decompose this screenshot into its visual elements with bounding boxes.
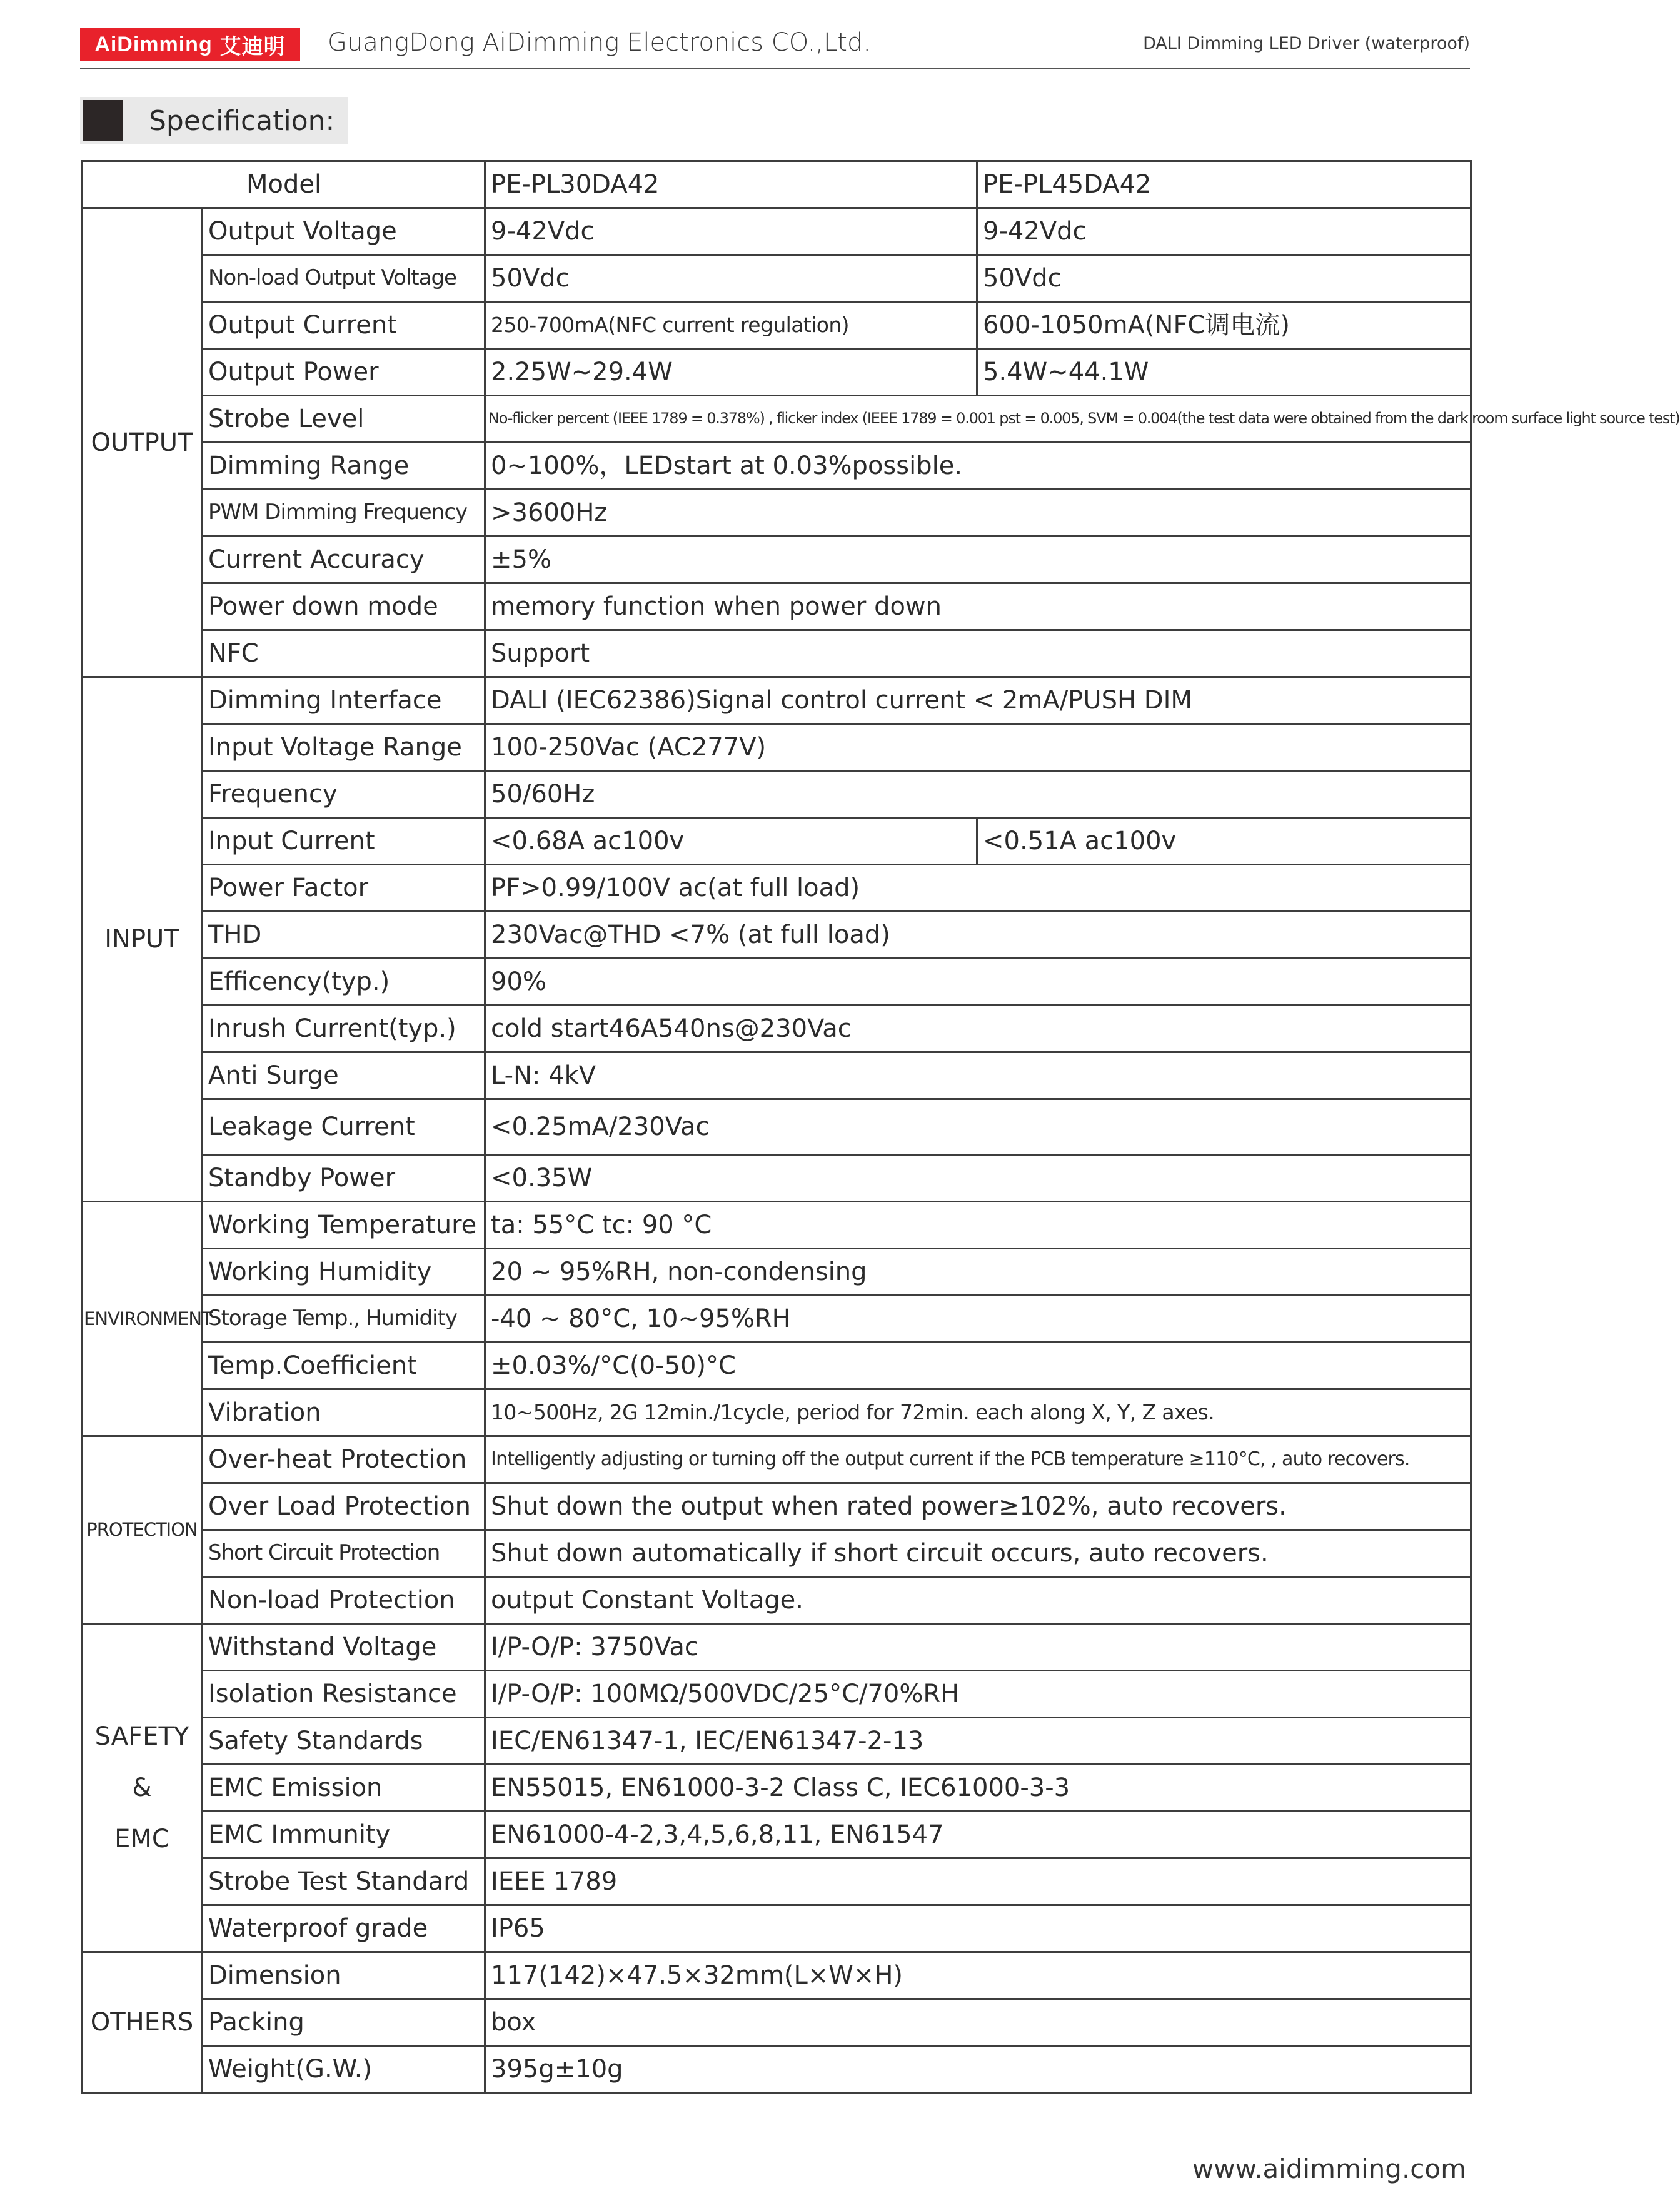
table-row bbox=[82, 959, 1471, 1006]
table-row-model bbox=[82, 161, 1471, 208]
table-row bbox=[82, 1155, 1471, 1202]
param-label: Dimension bbox=[203, 1952, 485, 1999]
value-shared: Intelligently adjusting or turning off the output current if the PCB temperature ≥110°C, , auto recovers. bbox=[485, 1436, 1471, 1483]
param-label: Storage Temp., Humidity bbox=[203, 1296, 485, 1343]
param-label: PWM Dimming Frequency bbox=[203, 490, 485, 537]
param-label: Weight(G.W.) bbox=[203, 2046, 485, 2093]
table-row bbox=[82, 1577, 1471, 1624]
table-row bbox=[82, 1765, 1471, 1812]
value-a: 250-700mA(NFC current regulation) bbox=[485, 302, 977, 349]
value-shared: 117(142)×47.5×32mm(L×W×H) bbox=[485, 1952, 1471, 1999]
group-others: OTHERS bbox=[82, 1952, 203, 2093]
table-row bbox=[82, 349, 1471, 396]
table-row bbox=[82, 443, 1471, 490]
param-label: Standby Power bbox=[203, 1155, 485, 1202]
value-b: 600-1050mA(NFC调电流) bbox=[977, 302, 1471, 349]
value-shared: 100-250Vac (AC277V) bbox=[485, 724, 1471, 771]
value-shared: L-N: 4kV bbox=[485, 1052, 1471, 1099]
table-row bbox=[82, 1296, 1471, 1343]
value-shared: ±0.03%/°C(0-50)°C bbox=[485, 1343, 1471, 1389]
header-divider bbox=[80, 68, 1470, 69]
value-shared: 0~100%，LEDstart at 0.03%possible. bbox=[485, 443, 1471, 490]
value-shared: EN61000-4-2,3,4,5,6,8,11, EN61547 bbox=[485, 1812, 1471, 1858]
value-shared: memory function when power down bbox=[485, 583, 1471, 630]
param-label: Working Temperature bbox=[203, 1202, 485, 1249]
company-logo bbox=[80, 28, 300, 61]
model-a: PE-PL30DA42 bbox=[485, 161, 977, 208]
param-label: Packing bbox=[203, 1999, 485, 2046]
logo-chinese-name: 艾迪明 bbox=[219, 34, 286, 59]
company-name: GuangDong AiDimming Electronics CO.,Ltd. bbox=[328, 28, 872, 57]
param-label: Current Accuracy bbox=[203, 537, 485, 583]
param-label: Temp.Coefficient bbox=[203, 1343, 485, 1389]
param-label: Input Current bbox=[203, 818, 485, 865]
table-row bbox=[82, 1483, 1471, 1530]
value-shared: DALI (IEC62386)Signal control current < 2mA/PUSH DIM bbox=[485, 677, 1471, 724]
param-label: Over-heat Protection bbox=[203, 1436, 485, 1483]
table-row bbox=[82, 396, 1471, 443]
model-label: Model bbox=[82, 161, 485, 208]
group-input: INPUT bbox=[82, 677, 203, 1202]
table-row bbox=[82, 724, 1471, 771]
value-shared: IEEE 1789 bbox=[485, 1858, 1471, 1905]
value-shared: No-flicker percent (IEEE 1789 = 0.378%) , flicker index (IEEE 1789 = 0.001 pst = 0.005, SVM = 0.004(the test data were obtained from the dark room surface light source test) bbox=[485, 396, 1471, 443]
table-row bbox=[82, 1812, 1471, 1858]
section-title: Specification: bbox=[149, 104, 335, 137]
value-shared: PF>0.99/100V ac(at full load) bbox=[485, 865, 1471, 912]
specification-table bbox=[81, 160, 1680, 2094]
param-label: Safety Standards bbox=[203, 1718, 485, 1765]
table-row bbox=[82, 1389, 1471, 1436]
value-b: <0.51A ac100v bbox=[977, 818, 1471, 865]
model-b: PE-PL45DA42 bbox=[977, 161, 1471, 208]
value-shared: Shut down the output when rated power≥102%, auto recovers. bbox=[485, 1483, 1471, 1530]
param-label: Output Voltage bbox=[203, 208, 485, 255]
value-shared: ta: 55°C tc: 90 °C bbox=[485, 1202, 1471, 1249]
table-row bbox=[82, 1999, 1471, 2046]
table-row bbox=[82, 208, 1471, 255]
param-label: EMC Emission bbox=[203, 1765, 485, 1812]
param-label: Anti Surge bbox=[203, 1052, 485, 1099]
value-shared: <0.25mA/230Vac bbox=[485, 1099, 1471, 1155]
param-label: Output Power bbox=[203, 349, 485, 396]
value-shared: Shut down automatically if short circuit occurs, auto recovers. bbox=[485, 1530, 1471, 1577]
value-a: <0.68A ac100v bbox=[485, 818, 977, 865]
param-label: Vibration bbox=[203, 1389, 485, 1436]
value-shared: cold start46A540ns@230Vac bbox=[485, 1006, 1471, 1052]
website-link[interactable]: www.aidimming.com bbox=[1192, 2154, 1466, 2184]
value-b: 50Vdc bbox=[977, 255, 1471, 302]
value-shared: ±5% bbox=[485, 537, 1471, 583]
table-row bbox=[82, 1905, 1471, 1952]
value-shared: EN55015, EN61000-3-2 Class C, IEC61000-3-3 bbox=[485, 1765, 1471, 1812]
value-b: 9-42Vdc bbox=[977, 208, 1471, 255]
table-row bbox=[82, 818, 1471, 865]
value-shared: 230Vac@THD <7% (at full load) bbox=[485, 912, 1471, 959]
group-protection: PROTECTION bbox=[82, 1436, 203, 1624]
table-row bbox=[82, 865, 1471, 912]
table-row bbox=[82, 912, 1471, 959]
group-output: OUTPUT bbox=[82, 208, 203, 677]
param-label: Dimming Range bbox=[203, 443, 485, 490]
param-label: THD bbox=[203, 912, 485, 959]
value-shared: IP65 bbox=[485, 1905, 1471, 1952]
document-title: DALI Dimming LED Driver (waterproof) bbox=[1143, 34, 1470, 53]
param-label: Power Factor bbox=[203, 865, 485, 912]
table-row bbox=[82, 1202, 1471, 1249]
table-row bbox=[82, 583, 1471, 630]
param-label: Input Voltage Range bbox=[203, 724, 485, 771]
param-label: Withstand Voltage bbox=[203, 1624, 485, 1671]
value-a: 50Vdc bbox=[485, 255, 977, 302]
param-label: Frequency bbox=[203, 771, 485, 818]
table-row bbox=[82, 1858, 1471, 1905]
param-label: Non-load Protection bbox=[203, 1577, 485, 1624]
table-row bbox=[82, 1624, 1471, 1671]
table-row bbox=[82, 1718, 1471, 1765]
table-row bbox=[82, 1436, 1471, 1483]
value-shared: I/P-O/P: 3750Vac bbox=[485, 1624, 1471, 1671]
value-a: 9-42Vdc bbox=[485, 208, 977, 255]
param-label: Dimming Interface bbox=[203, 677, 485, 724]
table-row bbox=[82, 302, 1471, 349]
param-label: Strobe Level bbox=[203, 396, 485, 443]
table-row bbox=[82, 630, 1471, 677]
param-label: Power down mode bbox=[203, 583, 485, 630]
value-shared: -40 ~ 80°C, 10~95%RH bbox=[485, 1296, 1471, 1343]
table-row bbox=[82, 1343, 1471, 1389]
group-safety-emc bbox=[82, 1624, 203, 1952]
table-row bbox=[82, 1530, 1471, 1577]
value-shared: <0.35W bbox=[485, 1155, 1471, 1202]
value-shared: 20 ~ 95%RH, non-condensing bbox=[485, 1249, 1471, 1296]
table-row bbox=[82, 1052, 1471, 1099]
value-b: 5.4W~44.1W bbox=[977, 349, 1471, 396]
value-shared: 395g±10g bbox=[485, 2046, 1471, 2093]
param-label: Non-load Output Voltage bbox=[203, 255, 485, 302]
logo-brand: AiDimming bbox=[94, 32, 213, 56]
param-label: Efficency(typ.) bbox=[203, 959, 485, 1006]
table-row bbox=[82, 1006, 1471, 1052]
value-shared: I/P-O/P: 100MΩ/500VDC/25°C/70%RH bbox=[485, 1671, 1471, 1718]
param-label: Over Load Protection bbox=[203, 1483, 485, 1530]
table-row bbox=[82, 677, 1471, 724]
table-row bbox=[82, 1099, 1471, 1155]
param-label: Leakage Current bbox=[203, 1099, 485, 1155]
table-row bbox=[82, 255, 1471, 302]
value-shared: >3600Hz bbox=[485, 490, 1471, 537]
param-label: Working Humidity bbox=[203, 1249, 485, 1296]
section-marker-icon bbox=[83, 100, 123, 141]
value-a: 2.25W~29.4W bbox=[485, 349, 977, 396]
table-row bbox=[82, 2046, 1471, 2093]
param-label: Waterproof grade bbox=[203, 1905, 485, 1952]
value-shared: box bbox=[485, 1999, 1471, 2046]
value-shared: 50/60Hz bbox=[485, 771, 1471, 818]
group-safety-line3: EMC bbox=[114, 1825, 169, 1853]
table-row bbox=[82, 537, 1471, 583]
value-shared: Support bbox=[485, 630, 1471, 677]
table-row bbox=[82, 490, 1471, 537]
group-environment: ENVIRONMENT bbox=[82, 1202, 203, 1436]
param-label: Short Circuit Protection bbox=[203, 1530, 485, 1577]
param-label: NFC bbox=[203, 630, 485, 677]
param-label: Output Current bbox=[203, 302, 485, 349]
param-label: Isolation Resistance bbox=[203, 1671, 485, 1718]
table-row bbox=[82, 771, 1471, 818]
param-label: Strobe Test Standard bbox=[203, 1858, 485, 1905]
value-shared: 10~500Hz, 2G 12min./1cycle, period for 72min. each along X, Y, Z axes. bbox=[485, 1389, 1471, 1436]
param-label: EMC Immunity bbox=[203, 1812, 485, 1858]
value-shared: 90% bbox=[485, 959, 1471, 1006]
param-label: Inrush Current(typ.) bbox=[203, 1006, 485, 1052]
table-row bbox=[82, 1952, 1471, 1999]
table-row bbox=[82, 1249, 1471, 1296]
table-row bbox=[82, 1671, 1471, 1718]
group-safety-line2: & bbox=[132, 1773, 152, 1802]
group-safety-line1: SAFETY bbox=[94, 1722, 189, 1751]
section-heading bbox=[80, 97, 348, 144]
value-shared: IEC/EN61347-1, IEC/EN61347-2-13 bbox=[485, 1718, 1471, 1765]
value-shared: output Constant Voltage. bbox=[485, 1577, 1471, 1624]
